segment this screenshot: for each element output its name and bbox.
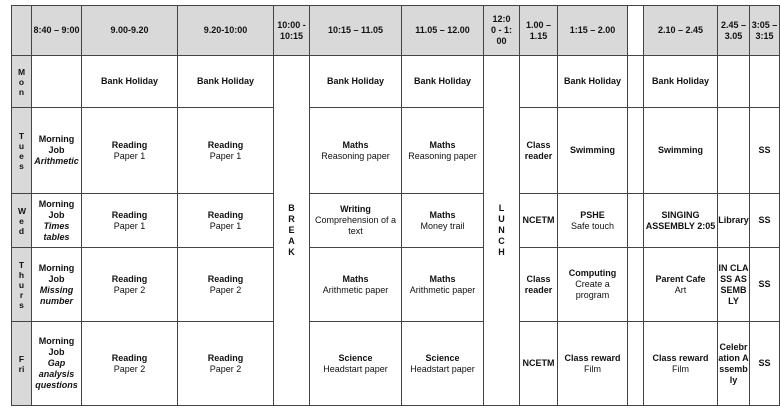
row-monday [12, 56, 780, 108]
mon-slot-1410: Bank Holiday [644, 56, 718, 108]
header-0920: 9.20-10:00 [178, 6, 274, 56]
tue-slot-0920: Reading Paper 1 [178, 108, 274, 194]
mon-slot-1315: Bank Holiday [558, 56, 628, 108]
header-1410: 2.10 – 2.45 [644, 6, 718, 56]
fri-slot-0920: Reading Paper 2 [178, 322, 274, 406]
wed-morning: Morning Job Times tables [32, 194, 82, 248]
thu-slot-0900: Reading Paper 2 [82, 248, 178, 322]
row-friday [12, 322, 780, 406]
fri-slot-1410: Class reward Film [644, 322, 718, 406]
row-tuesday [12, 108, 780, 194]
tue-slot-1300: Class reader [520, 108, 558, 194]
header-1300: 1.00 – 1.15 [520, 6, 558, 56]
wed-slot-1015: Writing Comprehension of a text [310, 194, 402, 248]
mon-slot-1300 [520, 56, 558, 108]
wed-slot-1315: PSHE Safe touch [558, 194, 628, 248]
break-column: BREAK [274, 56, 310, 406]
wed-slot-1300: NCETM [520, 194, 558, 248]
thu-slot-1315: Computing Create a program [558, 248, 628, 322]
gap-wed [628, 194, 644, 248]
tue-slot-1505: SS [750, 108, 780, 194]
mon-slot-1015: Bank Holiday [310, 56, 402, 108]
header-1315: 1:15 – 2.00 [558, 6, 628, 56]
tue-slot-0900: Reading Paper 1 [82, 108, 178, 194]
thu-slot-1445: IN CLASS ASSEMBLY [718, 248, 750, 322]
thu-slot-1300: Class reader [520, 248, 558, 322]
mon-slot-1505 [750, 56, 780, 108]
timetable [11, 5, 780, 406]
header-0900: 9.00-9.20 [82, 6, 178, 56]
wed-slot-0900: Reading Paper 1 [82, 194, 178, 248]
day-friday: Fri [12, 322, 32, 406]
day-tuesday: Tues [12, 108, 32, 194]
mon-slot-1105: Bank Holiday [402, 56, 484, 108]
fri-slot-1015: Science Headstart paper [310, 322, 402, 406]
lunch-column: LUNCH [484, 56, 520, 406]
tue-slot-1015: Maths Reasoning paper [310, 108, 402, 194]
header-row [12, 6, 780, 56]
wed-slot-1410: SINGING ASSEMBLY 2:05 [644, 194, 718, 248]
thu-slot-1505: SS [750, 248, 780, 322]
thu-morning: Morning Job Missing number [32, 248, 82, 322]
header-lunch-time: 12:0 0 - 1:00 [484, 6, 520, 56]
header-1015: 10:15 – 11.05 [310, 6, 402, 56]
fri-morning: Morning Job Gap analysis questions [32, 322, 82, 406]
day-monday: Mon [12, 56, 32, 108]
gap-mon [628, 56, 644, 108]
day-thursday: Thurs [12, 248, 32, 322]
corner-cell [12, 6, 32, 56]
tue-slot-1445 [718, 108, 750, 194]
row-thursday [12, 248, 780, 322]
mon-slot-1445 [718, 56, 750, 108]
mon-slot-0900: Bank Holiday [82, 56, 178, 108]
wed-slot-0920: Reading Paper 1 [178, 194, 274, 248]
tue-slot-1105: Maths Reasoning paper [402, 108, 484, 194]
thu-slot-1015: Maths Arithmetic paper [310, 248, 402, 322]
fri-slot-1505: SS [750, 322, 780, 406]
gap-header [628, 6, 644, 56]
thu-slot-1410: Parent Cafe Art [644, 248, 718, 322]
header-break-time: 10:00 - 10:15 [274, 6, 310, 56]
header-0840: 8:40 – 9:00 [32, 6, 82, 56]
tue-morning: Morning Job Arithmetic [32, 108, 82, 194]
wed-slot-1505: SS [750, 194, 780, 248]
wed-slot-1445: Library [718, 194, 750, 248]
gap-thu [628, 248, 644, 322]
row-wednesday [12, 194, 780, 248]
mon-slot-0920: Bank Holiday [178, 56, 274, 108]
wed-slot-1105: Maths Money trail [402, 194, 484, 248]
header-1105: 11.05 – 12.00 [402, 6, 484, 56]
tue-slot-1315: Swimming [558, 108, 628, 194]
header-1445: 2.45 – 3.05 [718, 6, 750, 56]
header-1505: 3:05 – 3:15 [750, 6, 780, 56]
fri-slot-1300: NCETM [520, 322, 558, 406]
fri-slot-0900: Reading Paper 2 [82, 322, 178, 406]
fri-slot-1315: Class reward Film [558, 322, 628, 406]
thu-slot-0920: Reading Paper 2 [178, 248, 274, 322]
fri-slot-1105: Science Headstart paper [402, 322, 484, 406]
gap-fri [628, 322, 644, 406]
mon-morning [32, 56, 82, 108]
day-wednesday: Wed [12, 194, 32, 248]
gap-tue [628, 108, 644, 194]
fri-slot-1445: Celebration Assembly [718, 322, 750, 406]
thu-slot-1105: Maths Arithmetic paper [402, 248, 484, 322]
tue-slot-1410: Swimming [644, 108, 718, 194]
